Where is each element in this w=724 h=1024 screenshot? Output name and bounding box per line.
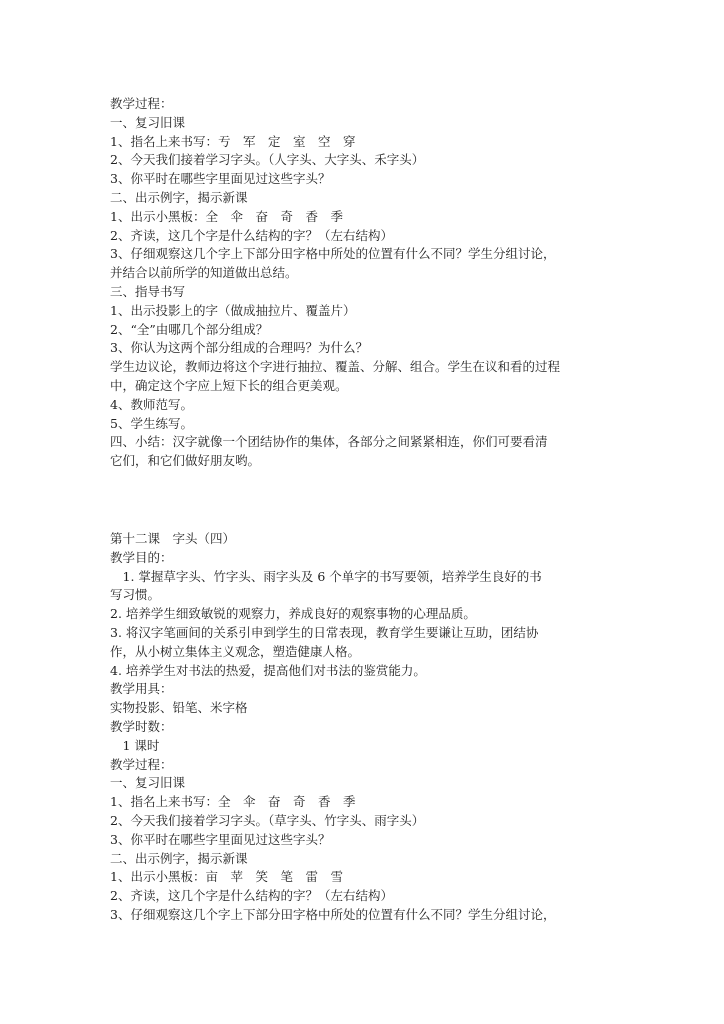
text-line: 5、学生练写。: [110, 415, 193, 431]
text-line: 中，确定这个字应上短下长的组合更美观。: [110, 377, 348, 393]
text-line: 教学过程：: [110, 96, 173, 111]
text-line: 2. 培养学生细致敏锐的观察力，养成良好的观察事物的心理品质。: [110, 606, 476, 622]
text-line: 3. 将汉字笔画间的关系引申到学生的日常表现，教育学生要谦让互助，团结协: [110, 624, 539, 640]
text-line: 2、今天我们接着学习字头。（人字头、大字头、禾字头）: [110, 152, 425, 168]
text-line: 3、你平时在哪些字里面见过这些字头？: [110, 831, 331, 847]
text-line: 1、出示小黑板：亩 苹 笑 笔 雷 雪: [110, 869, 343, 885]
lesson-process-section: [110, 95, 630, 471]
text-line: 1、指名上来书写：全 伞 奋 奇 香 季: [110, 794, 356, 810]
text-line: 一、复习旧课: [110, 114, 186, 130]
text-line: 实物投影、铅笔、米字格: [110, 700, 248, 716]
text-line: 1、出示投影上的字（做成抽拉片、覆盖片）: [110, 302, 356, 318]
text-line: 学生边议论，教师边将这个字进行抽拉、覆盖、分解、组合。学生在议和看的过程: [110, 359, 561, 375]
text-line: 4、教师范写。: [110, 396, 193, 412]
text-line: 二、出示例字，揭示新课: [110, 850, 248, 866]
text-line: 它们，和它们做好朋友哟。: [110, 453, 261, 469]
text-line: 四、小结：汉字就像一个团结协作的集体，各部分之间紧紧相连，你们可要看清: [110, 434, 548, 450]
text-line: 2、齐读，这几个字是什么结构的字？（左右结构）: [110, 227, 393, 243]
text-line: 二、出示例字，揭示新课: [110, 189, 248, 205]
text-line: 1 课时: [110, 737, 160, 753]
text-line: 3、你平时在哪些字里面见过这些字头？: [110, 171, 331, 187]
text-line: 3、仔细观察这几个字上下部分田字格中所处的位置有什么不同？学生分组讨论，: [110, 906, 556, 922]
text-line: 1、出示小黑板：全 伞 奋 奇 香 季: [110, 208, 343, 224]
text-line: 3、仔细观察这几个字上下部分田字格中所处的位置有什么不同？学生分组讨论，: [110, 246, 556, 262]
text-line: 1. 掌握草字头、竹字头、雨字头及 6 个单字的书写要领，培养学生良好的书: [110, 568, 542, 584]
text-line: 2、“全”由哪几个部分组成？: [110, 321, 269, 337]
text-line: 3、你认为这两个部分组成的合理吗？为什么？: [110, 340, 368, 356]
lesson-twelve-section: [110, 530, 630, 925]
text-line: 写习惯。: [110, 587, 161, 603]
text-line: 并结合以前所学的知道做出总结。: [110, 265, 298, 281]
text-line: 教学用具：: [110, 681, 173, 697]
text-line: 教学时数：: [110, 718, 173, 734]
text-line: 三、指导书写: [110, 283, 186, 299]
text-line: 4. 培养学生对书法的热爱，提高他们对书法的鉴赏能力。: [110, 662, 426, 678]
text-line: 教学目的：: [110, 549, 173, 565]
text-line: 2、今天我们接着学习字头。（草字头、竹字头、雨字头）: [110, 812, 425, 828]
text-line: 2、齐读，这几个字是什么结构的字？（左右结构）: [110, 888, 393, 904]
text-line: 第十二课 字头（四）: [110, 531, 236, 546]
text-line: 一、复习旧课: [110, 775, 186, 791]
text-line: 作，从小树立集体主义观念，塑造健康人格。: [110, 643, 361, 659]
text-line: 1、指名上来书写：亐 军 定 室 空 穿: [110, 133, 356, 149]
text-line: 教学过程：: [110, 756, 173, 772]
